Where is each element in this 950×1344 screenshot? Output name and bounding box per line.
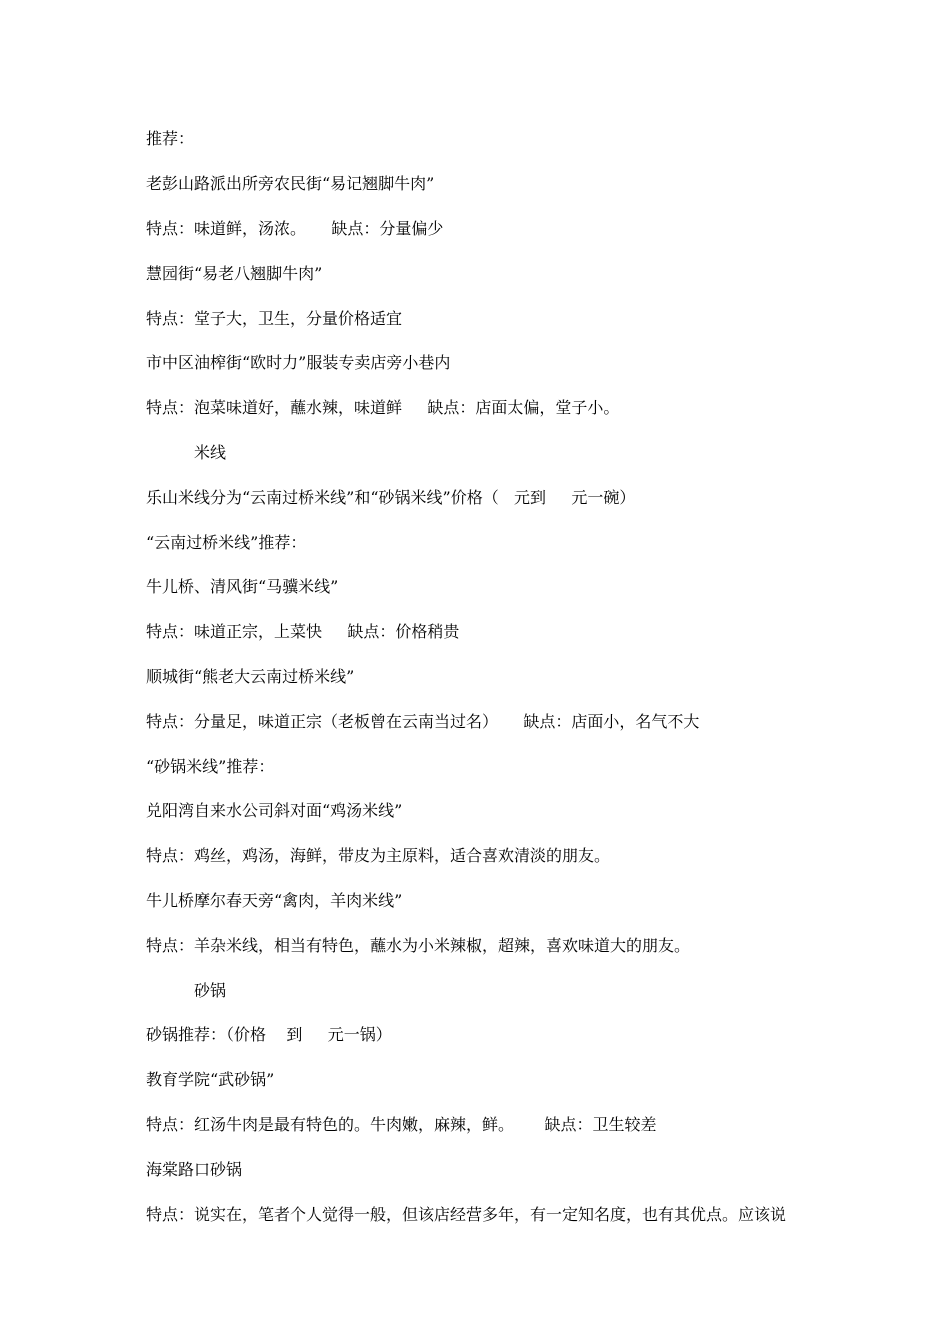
paragraph: 牛儿桥、清风街“马骥米线” — [146, 577, 339, 596]
paragraph: 老彭山路派出所旁农民街“易记翘脚牛肉” — [146, 174, 435, 193]
paragraph: 特点：分量足，味道正宗（老板曾在云南当过名） 缺点：店面小，名气不大 — [146, 712, 700, 731]
paragraph: 市中区油榨街“欧时力”服装专卖店旁小巷内 — [146, 353, 451, 372]
section-heading: 米线 — [194, 443, 227, 462]
paragraph: 慧园街“易老八翘脚牛肉” — [146, 264, 323, 283]
paragraph: 乐山米线分为“云南过桥米线”和“砂锅米线”价格（ 元到 元一碗） — [146, 488, 636, 507]
paragraph: 特点：堂子大，卫生，分量价格适宜 — [146, 309, 403, 328]
paragraph: 特点：红汤牛肉是最有特色的。牛肉嫩，麻辣，鲜。 缺点：卫生较差 — [146, 1115, 657, 1134]
paragraph: 海棠路口砂锅 — [146, 1160, 243, 1179]
paragraph: 教育学院“武砂锅” — [146, 1070, 275, 1089]
paragraph: “砂锅米线”推荐： — [146, 757, 275, 776]
paragraph: 特点：说实在，笔者个人觉得一般，但该店经营多年，有一定知名度，也有其优点。应该说 — [146, 1205, 787, 1224]
paragraph: 砂锅推荐：（价格 到 元一锅） — [146, 1025, 392, 1044]
paragraph: 顺城街“熊老大云南过桥米线” — [146, 667, 355, 686]
paragraph: 特点：味道正宗，上菜快 缺点：价格稍贵 — [146, 622, 460, 641]
paragraph: 特点：泡菜味道好，蘸水辣，味道鲜 缺点：店面太偏，堂子小。 — [146, 398, 620, 417]
paragraph: 兑阳湾自来水公司斜对面“鸡汤米线” — [146, 801, 403, 820]
paragraph: 牛儿桥摩尔春天旁“禽肉，羊肉米线” — [146, 891, 403, 910]
paragraph: “云南过桥米线”推荐： — [146, 533, 307, 552]
section-heading: 砂锅 — [194, 981, 227, 1000]
paragraph: 特点：味道鲜，汤浓。 缺点：分量偏少 — [146, 219, 444, 238]
paragraph: 推荐： — [146, 129, 195, 148]
paragraph: 特点：鸡丝，鸡汤，海鲜，带皮为主原料，适合喜欢清淡的朋友。 — [146, 846, 611, 865]
paragraph: 特点：羊杂米线，相当有特色，蘸水为小米辣椒，超辣，喜欢味道大的朋友。 — [146, 936, 691, 955]
